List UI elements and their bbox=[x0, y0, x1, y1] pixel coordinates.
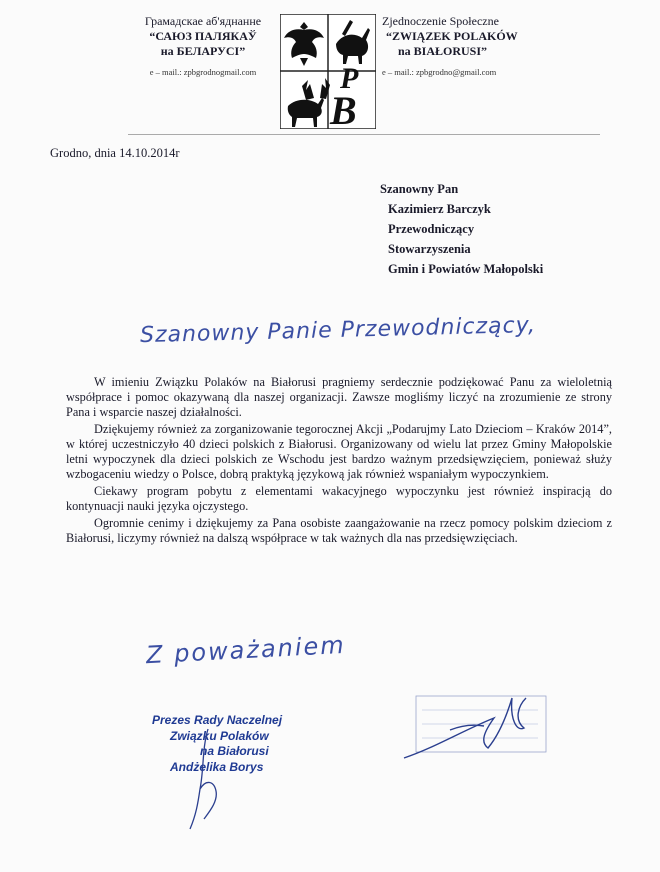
handwritten-closing: Z poważaniem bbox=[145, 630, 347, 670]
header-left-block bbox=[128, 14, 278, 80]
signature-country: na Białorusi bbox=[200, 744, 269, 758]
org-type-pl: Zjednoczenie Społeczne bbox=[382, 14, 499, 28]
official-stamp bbox=[398, 690, 568, 770]
recipient-line: Kazimierz Barczyk bbox=[388, 202, 491, 216]
recipient-line: Gmin i Powiatów Małopolski bbox=[388, 262, 544, 276]
org-name-pl-line2: na BIAŁORUSI” bbox=[398, 44, 488, 58]
recipient-block bbox=[380, 179, 543, 279]
email-by: e – mail.: zpbgrodnogmail.com bbox=[149, 67, 257, 77]
signature-title: Prezes Rady Naczelnej bbox=[152, 713, 283, 727]
header-right-block bbox=[382, 14, 552, 80]
svg-text:B: B bbox=[330, 88, 357, 129]
body-paragraph: W imieniu Związku Polaków na Białorusi pragniemy serdecznie podziękować Panu za wieloletnią współprace i pomoc okazywaną dla naszej organizacji. Zawsze mogliśmy liczyć na zrozumienie ze strony Pana i wsparcie naszej działalności. bbox=[66, 375, 612, 419]
body-paragraph: Dziękujemy również za zorganizowanie tegorocznej Akcji „Podarujmy Lato Dzieciom – Kraków 2014”, w której uczestniczyło 40 dzieci polskich z Białorusi. Organizowany od wielu lat przez Gminy Małopolskie letni wypoczynek dla dzieci polskich ze Wschodu jest bardzo ważnym przedsięwzięciem, ponieważ służy wzbogaceniu wiedzy o Polsce, dobrą praktyką językową jak również wspaniałym wypoczynkiem. bbox=[66, 422, 612, 481]
body-paragraph: Ogromnie cenimy i dziękujemy za Pana osobiste zaangażowanie na rzecz pomocy polskim dzieciom z Białorusi, liczymy również na dalszą współprace w tak ważnych dla nas przedsięwzięciach. bbox=[66, 516, 612, 545]
email-pl: e – mail.: zpbgrodno@gmail.com bbox=[382, 67, 497, 77]
org-name-by-line2: на БЕЛАРУСІ” bbox=[160, 44, 246, 58]
organization-logo bbox=[280, 14, 376, 129]
handwritten-salutation: Szanowny Panie Przewodniczący, bbox=[139, 312, 537, 349]
signature-name: Andżelika Borys bbox=[170, 759, 264, 774]
handwritten-signature-left bbox=[186, 725, 226, 835]
body-paragraph: Ciekawy program pobytu z elementami wakacyjnego wypoczynku jest również inspiracją do kontynuacji nauki języka ojczystego. bbox=[66, 484, 612, 513]
letter-body bbox=[66, 375, 612, 548]
org-type-by: Грамадскае аб'яднанне bbox=[144, 14, 262, 28]
svg-text:P: P bbox=[340, 62, 359, 95]
org-name-pl-line1: “ZWIĄZEK POLAKÓW bbox=[386, 29, 518, 43]
recipient-line: Szanowny Pan bbox=[380, 182, 459, 196]
date-line: Grodno, dnia 14.10.2014r bbox=[50, 146, 180, 160]
org-name-by-line1: “САЮЗ ПАЛЯКАЎ bbox=[149, 29, 257, 43]
header-divider bbox=[128, 134, 600, 135]
signature-org: Związku Polaków bbox=[170, 728, 269, 743]
recipient-line: Przewodniczący bbox=[388, 222, 475, 236]
recipient-line: Stowarzyszenia bbox=[388, 242, 471, 256]
